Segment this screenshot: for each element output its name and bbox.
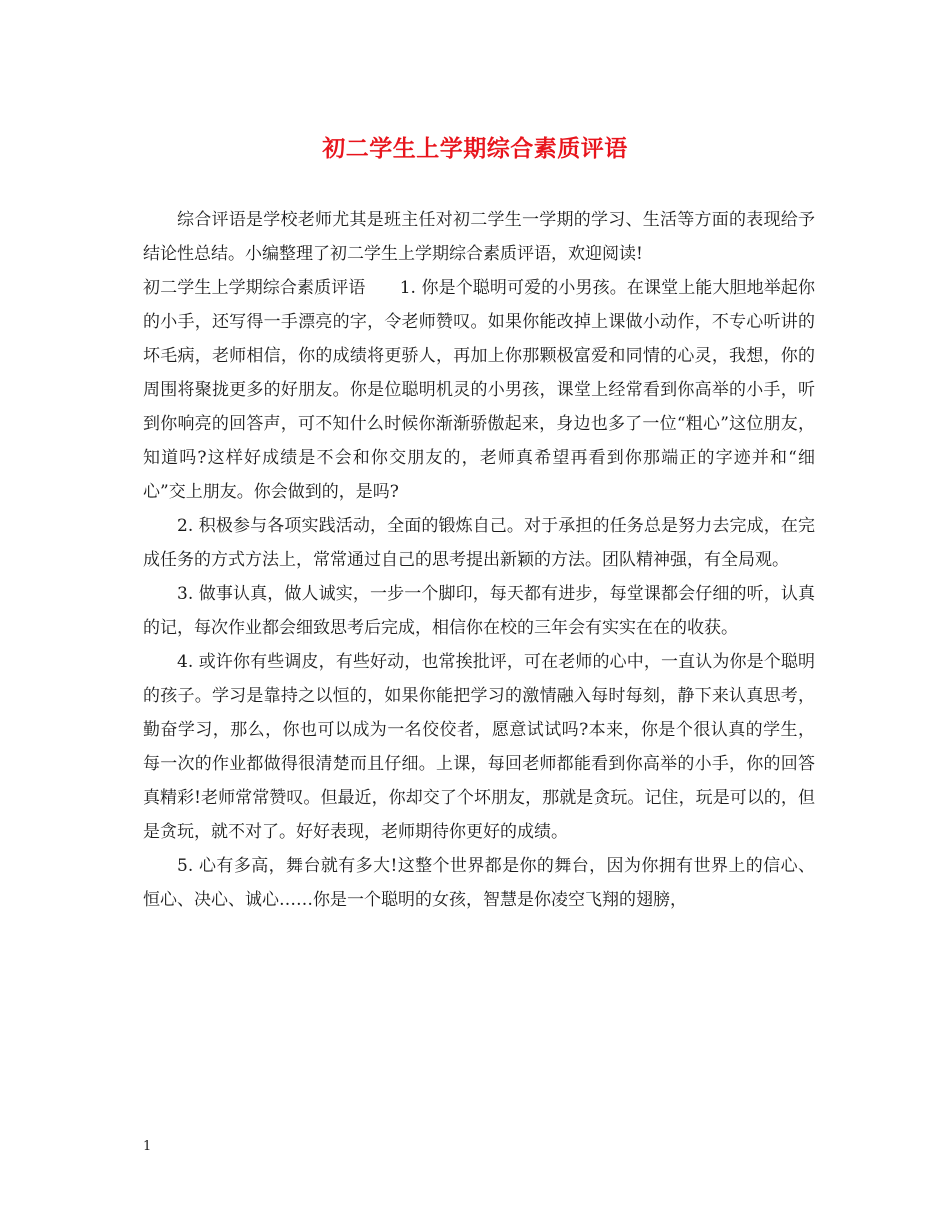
intro-paragraph: 综合评语是学校老师尤其是班主任对初二学生一学期的学习、生活等方面的表现给予结论性总结。小编整理了初二学生上学期综合素质评语，欢迎阅读! (143, 210, 815, 264)
document-title: 初二学生上学期综合素质评语 (322, 135, 628, 162)
document-body (143, 203, 815, 917)
comment-item-4: 4. 或许你有些调皮，有些好动，也常挨批评，可在老师的心中，一直认为你是个聪明的孩子。学习是靠持之以恒的，如果你能把学习的激情融入每时每刻，静下来认真思考，勤奋学习，那么，你也可以成为一名佼佼者，愿意试试吗?本来，你是个很认真的学生，每一次的作业都做得很清楚而且仔细。上课，每回老师都能看到你高举的小手，你的回答真精彩!老师常常赞叹。但最近，你却交了个坏朋友，那就是贪玩。记住，玩是可以的，但是贪玩，就不对了。好好表现，老师期待你更好的成绩。 (143, 652, 815, 842)
page-number: 1 (143, 1139, 152, 1154)
comment-item-2: 2. 积极参与各项实践活动，全面的锻炼自己。对于承担的任务总是努力去完成，在完成任务的方式方法上，常常通过自己的思考提出新颖的方法。团队精神强，有全局观。 (143, 516, 815, 570)
comment-item-5: 5. 心有多高，舞台就有多大!这整个世界都是你的舞台，因为你拥有世界上的信心、恒心、决心、诚心……你是一个聪明的女孩，智慧是你凌空飞翔的翅膀， (143, 856, 815, 910)
comment-item-1: 初二学生上学期综合素质评语 1. 你是个聪明可爱的小男孩。在课堂上能大胆地举起你的小手，还写得一手漂亮的字，令老师赞叹。如果你能改掉上课做小动作，不专心听讲的坏毛病，老师相信，你的成绩将更骄人，再加上你那颗极富爱和同情的心灵，我想，你的周围将聚拢更多的好朋友。你是位聪明机灵的小男孩，课堂上经常看到你高举的小手，听到你响亮的回答声，可不知什么时候你渐渐骄傲起来，身边也多了一位“粗心”这位朋友，知道吗?这样好成绩是不会和你交朋友的，老师真希望再看到你那端正的字迹并和“细心”交上朋友。你会做到的，是吗? (143, 278, 815, 502)
comment-item-3: 3. 做事认真，做人诚实，一步一个脚印，每天都有进步，每堂课都会仔细的听，认真的记，每次作业都会细致思考后完成，相信你在校的三年会有实实在在的收获。 (143, 584, 815, 638)
